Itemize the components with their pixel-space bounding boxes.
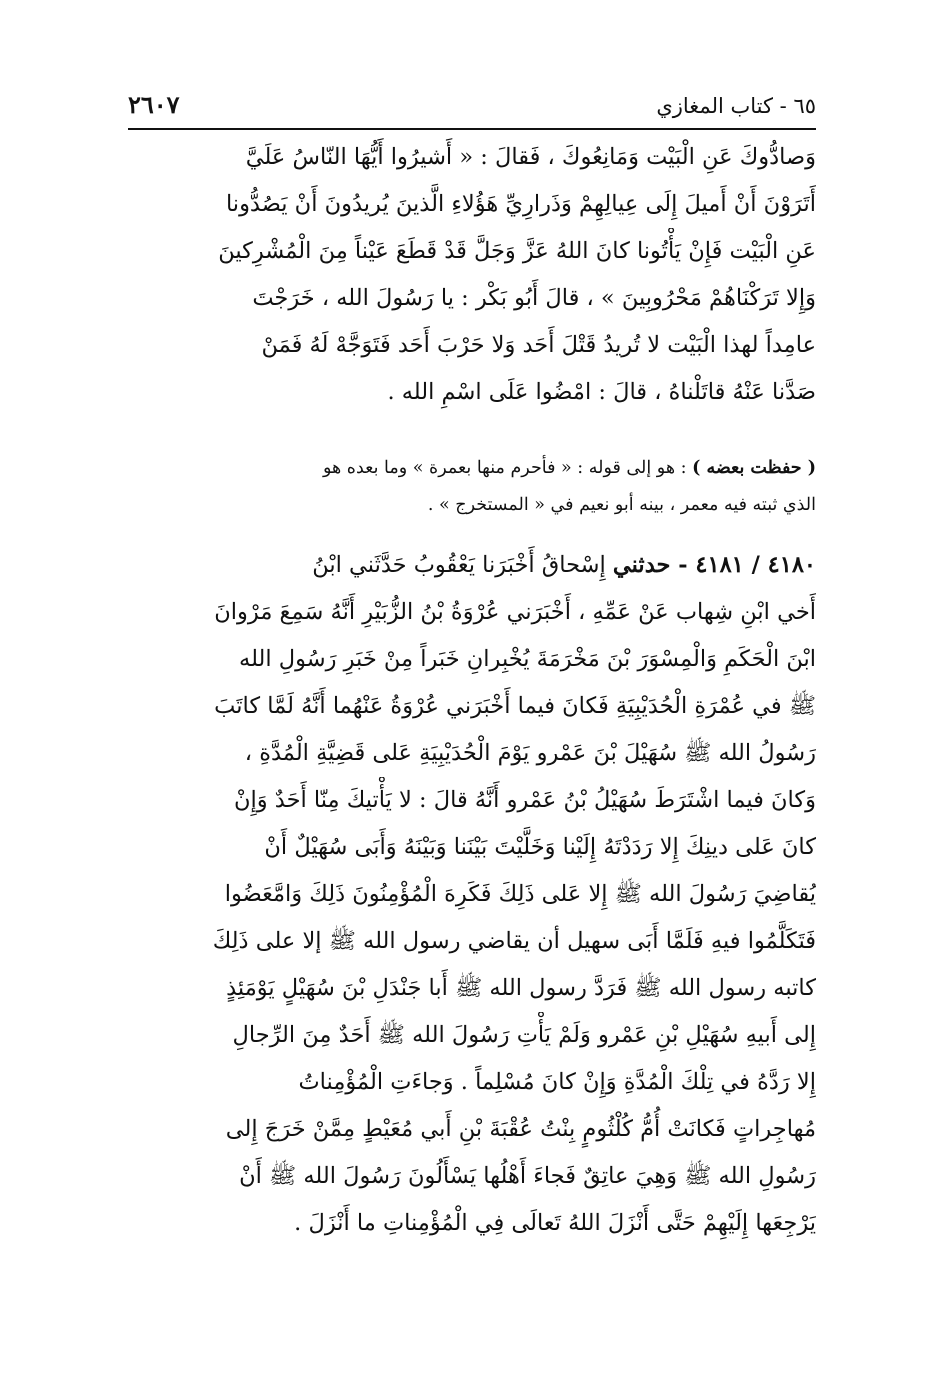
note-text: : هو إلى قوله : « فأحرم منها بعمرة » وما بعده هو [322, 458, 693, 478]
hadith-text: إِسْحاقُ أَخْبَرَنا يَعْقُوبُ حَدَّثَني ابْنُ [312, 552, 613, 578]
text-line: رَسُولُ الله ﷺ سُهَيْلَ بْنَ عَمْرو يَوْمَ الْحُدَيْبِيَةِ عَلى قَضِيَّةِ الْمُدَّةِ ، [244, 740, 816, 766]
page-number: ٢٦٠٧ [128, 90, 180, 119]
text-line: إِلى أَبيهِ سُهَيْلِ بْنِ عَمْرو وَلَمْ يَأْتِ رَسُولَ الله ﷺ أَحَدٌ مِنَ الرِّجالِ [232, 1022, 816, 1048]
text-line: يُقاضِيَ رَسُولَ الله ﷺ إِلا عَلى ذَلِكَ فَكَرِهَ الْمُؤْمِنُونَ ذَلِكَ وَامَّعَضُوا [224, 881, 816, 907]
hadith-first-line [128, 542, 816, 589]
note-line: الذي ثبته فيه معمر ، بينه أبو نعيم في « المستخرج » . [427, 495, 816, 515]
book-page [128, 0, 816, 1387]
text-line: يَرْجِعَها إِلَيْهِمْ حَتَّى أَنْزَلَ اللهُ تَعالَى فِي الْمُؤْمِناتِ ما أَنْزَلَ . [294, 1210, 816, 1236]
text-line: ﷺ في عُمْرَةِ الْحُدَيْبِيَةِ فَكانَ فيما أَخْبَرَني عُرْوَةُ عَنْهُما أَنَّهُ لَمَّا كاتَبَ [214, 693, 816, 719]
chapter-title: ٦٥ - كتاب المغازي [656, 94, 816, 118]
text-line: وَكانَ فيما اشْتَرَطَ سُهَيْلُ بْنُ عَمْرو أَنَّهُ قالَ : لا يَأْتيكَ مِنّا أَحَدٌ وَإِنْ [233, 787, 816, 813]
text-line: أَخي ابْنِ شِهاب عَنْ عَمِّهِ ، أَخْبَرَني عُرْوَةُ بْنُ الزُّبَيْرِ أَنَّهُ سَمِعَ مَرْوانَ [214, 599, 816, 625]
text-line: فَتَكَلَّمُوا فيهِ فَلَمَّا أَبَى سهيل أن يقاضي رسول الله ﷺ إلا على ذَلِكَ [212, 928, 816, 954]
hadith-number: ٤١٨٠ / ٤١٨١ - حدثني [612, 552, 816, 578]
text-line: كاتبه رسول الله ﷺ فَرَدَّ رسول الله ﷺ أَبا جَنْدَلِ بْنَ سُهَيْلٍ يَوْمَئِذٍ [226, 975, 816, 1001]
text-line: وَصادُّوكَ عَنِ الْبَيْت وَمَانِعُوكَ ، فَقالَ : « أَشيرُوا أَيُّهَا النّاسُ عَلَيَّ [245, 144, 816, 170]
note-label: ( حفظت بعضه ) [692, 458, 816, 478]
text-line: عَنِ الْبَيْت فَإِنْ يَأْتُونا كانَ اللهُ عَزَّ وَجَلَّ قَدْ قَطَعَ عَيْناً مِنَ الْمُشْرِكينَ [218, 238, 816, 264]
hadith-paragraph [128, 542, 816, 1247]
text-line: أَتَرَوْنَ أَنْ أَميلَ إِلَى عِيالِهِمْ وَذَرارِيِّ هَؤُلاءِ الَّذينَ يُريدُونَ أَنْ يَصُدُّونا [225, 191, 816, 217]
header-divider [128, 128, 816, 130]
text-line: مُهاجِراتٍ فَكانَتْ أُمُّ كُلْثُومٍ بِنْتُ عُقْبَةَ بْنِ أَبي مُعَيْطٍ مِمَّنْ خَرَجَ إِلى [225, 1116, 816, 1142]
text-line: إِلا رَدَّهُ في تِلْكَ الْمُدَّةِ وَإِنْ كانَ مُسْلِماً . وَجاءَتِ الْمُؤْمِناتُ [298, 1069, 816, 1095]
note-line [128, 450, 816, 487]
text-line: وَإِلا تَرَكْنَاهُمْ مَحْرُوبِينَ » ، قالَ أَبُو بَكْر : يا رَسُولَ الله ، خَرَجْتَ [252, 285, 816, 311]
running-header [128, 88, 816, 128]
text-line: عامِداً لهذا الْبَيْت لا تُريدُ قَتْلَ أَحَد وَلا حَرْبَ أَحَد فَتَوَجَّهْ لَهُ فَمَنْ [261, 332, 816, 358]
text-line: رَسُولِ الله ﷺ وَهِيَ عاتِقٌ فَجاءَ أَهْلُها يَسْأَلُونَ رَسُولَ الله ﷺ أَنْ [239, 1163, 816, 1189]
opening-paragraph [128, 134, 816, 416]
text-line: صَدَّنا عَنْهُ قاتَلْناهُ ، قالَ : امْضُوا عَلَى اسْمِ الله . [387, 379, 816, 405]
commentary-note [128, 450, 816, 524]
text-line: ابْنَ الْحَكَمِ وَالْمِسْوَرَ بْنَ مَخْرَمَةَ يُخْبِرانِ خَبَراً مِنْ خَبَرِ رَسُولِ الله [239, 646, 816, 672]
text-line: كانَ عَلى دينِكَ إِلا رَدَدْتَهُ إِلَيْنا وَخَلَّيْتَ بَيْنَنا وَبَيْنَهُ وَأَبَى سُهَيْلٌ أَنْ [264, 834, 816, 860]
